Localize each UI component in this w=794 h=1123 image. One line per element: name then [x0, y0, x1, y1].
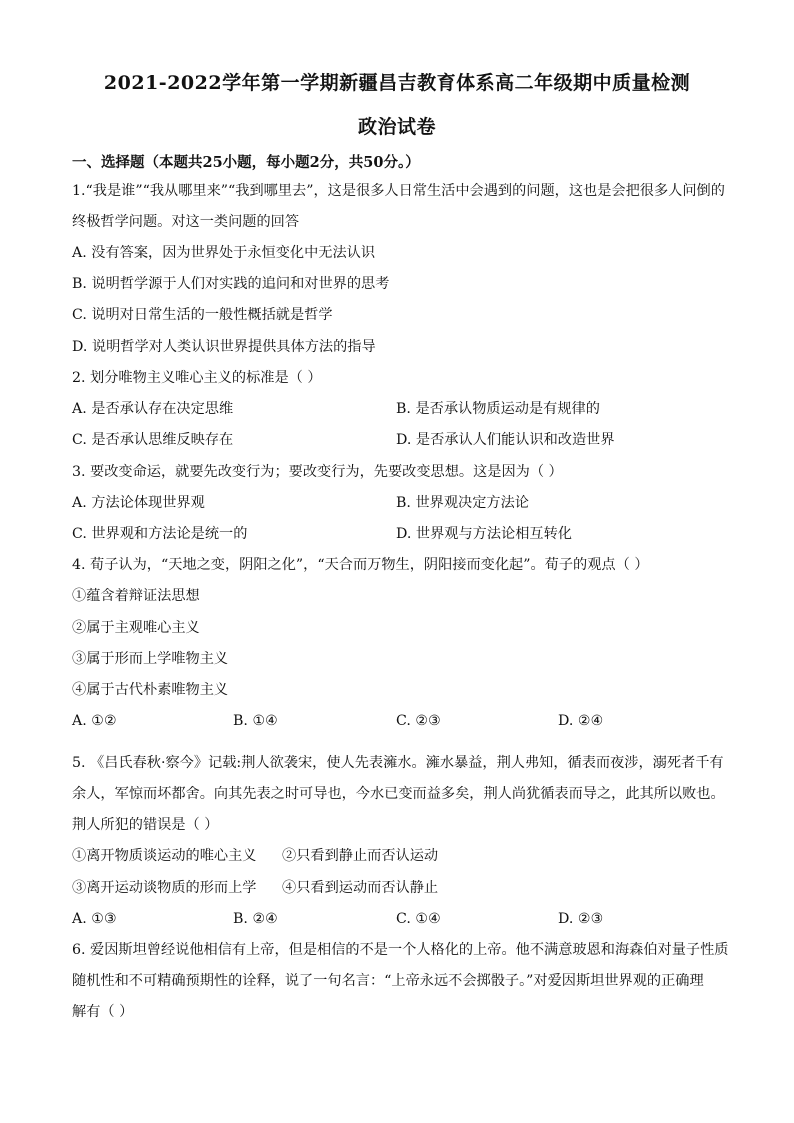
q4-statement-3: ③属于形而上学唯物主义: [72, 651, 229, 667]
q5-option-c: C. ①④: [396, 911, 441, 927]
q4-statement-2: ②属于主观唯心主义: [72, 620, 200, 636]
q1-stem-line2: 终极哲学问题。对这一类问题的回答: [72, 214, 300, 230]
q1-stem-line1: 1.“我是谁”“我从哪里来”“我到哪里去”，这是很多人日常生活中会遇到的问题，这也是会把很多人问倒的: [72, 183, 725, 199]
q3-option-a: A. 方法论体现世界观: [72, 495, 205, 511]
q5-statement-1: ①离开物质谈运动的唯心主义: [72, 848, 257, 864]
q2-stem: 2. 划分唯物主义唯心主义的标准是（ ）: [72, 370, 322, 386]
q4-option-b: B. ①④: [233, 713, 278, 729]
q5-option-b: B. ②④: [233, 911, 278, 927]
q5-statement-3: ③离开运动谈物质的形而上学: [72, 880, 257, 896]
q5-option-a: A. ①③: [72, 911, 117, 927]
q6-stem-line2: 随机性和不可精确预期性的诠释，说了一句名言：“上帝永远不会掷骰子。”对爱因斯坦世界观的正确理: [72, 973, 704, 989]
q3-option-d: D. 世界观与方法论相互转化: [396, 526, 572, 542]
q5-statement-4: ④只看到运动而否认静止: [282, 880, 439, 896]
q4-option-d: D. ②④: [558, 713, 604, 729]
q4-stem: 4. 荀子认为，“天地之变，阴阳之化”，“天合而万物生，阴阳接而变化起”。荀子的观点（ ）: [72, 557, 649, 573]
q1-option-a: A. 没有答案，因为世界处于永恒变化中无法认识: [72, 245, 376, 261]
q3-option-b: B. 世界观决定方法论: [396, 495, 529, 511]
q6-stem-line1: 6. 爱因斯坦曾经说他相信有上帝，但是相信的不是一个人格化的上帝。他不满意玻恩和海森伯对量子性质: [72, 942, 729, 958]
q2-option-a: A. 是否承认存在决定思维: [72, 401, 234, 417]
q5-stem-line1: 5. 《吕氏春秋·察今》记载:荆人欲袭宋，使人先表澭水。澭水暴益，荆人弗知，循表而夜涉，溺死者千有: [72, 755, 724, 771]
q2-option-b: B. 是否承认物质运动是有规律的: [396, 401, 600, 417]
q3-stem: 3. 要改变命运，就要先改变行为；要改变行为，先要改变思想。这是因为（ ）: [72, 464, 563, 480]
q3-option-c: C. 世界观和方法论是统一的: [72, 526, 248, 542]
q1-option-b: B. 说明哲学源于人们对实践的追问和对世界的思考: [72, 276, 390, 292]
q4-statement-1: ①蕴含着辩证法思想: [72, 588, 200, 604]
exam-subject: 政治试卷: [357, 116, 436, 138]
q5-option-d: D. ②③: [558, 911, 604, 927]
q2-option-c: C. 是否承认思维反映存在: [72, 432, 234, 448]
q5-statement-2: ②只看到静止而否认运动: [282, 848, 439, 864]
q4-statement-4: ④属于古代朴素唯物主义: [72, 682, 229, 698]
q4-option-a: A. ①②: [72, 713, 117, 729]
q6-stem-line3: 解有（ ）: [72, 1004, 134, 1020]
exam-title: 2021-2022学年第一学期新疆昌吉教育体系高二年级期中质量检测: [103, 72, 691, 94]
q5-stem-line3: 荆人所犯的错误是（ ）: [72, 817, 219, 833]
section-heading: 一、选择题（本题共25小题，每小题2分，共50分。）: [72, 154, 420, 171]
q1-option-d: D. 说明哲学对人类认识世界提供具体方法的指导: [72, 339, 376, 355]
q5-stem-line2: 余人，军惊而坏都舍。向其先表之时可导也，今水已变而益多矣，荆人尚犹循表而导之，此其所以败也。: [72, 786, 725, 802]
q2-option-d: D. 是否承认人们能认识和改造世界: [396, 432, 615, 448]
q1-option-c: C. 说明对日常生活的一般性概括就是哲学: [72, 307, 333, 323]
q4-option-c: C. ②③: [396, 713, 441, 729]
